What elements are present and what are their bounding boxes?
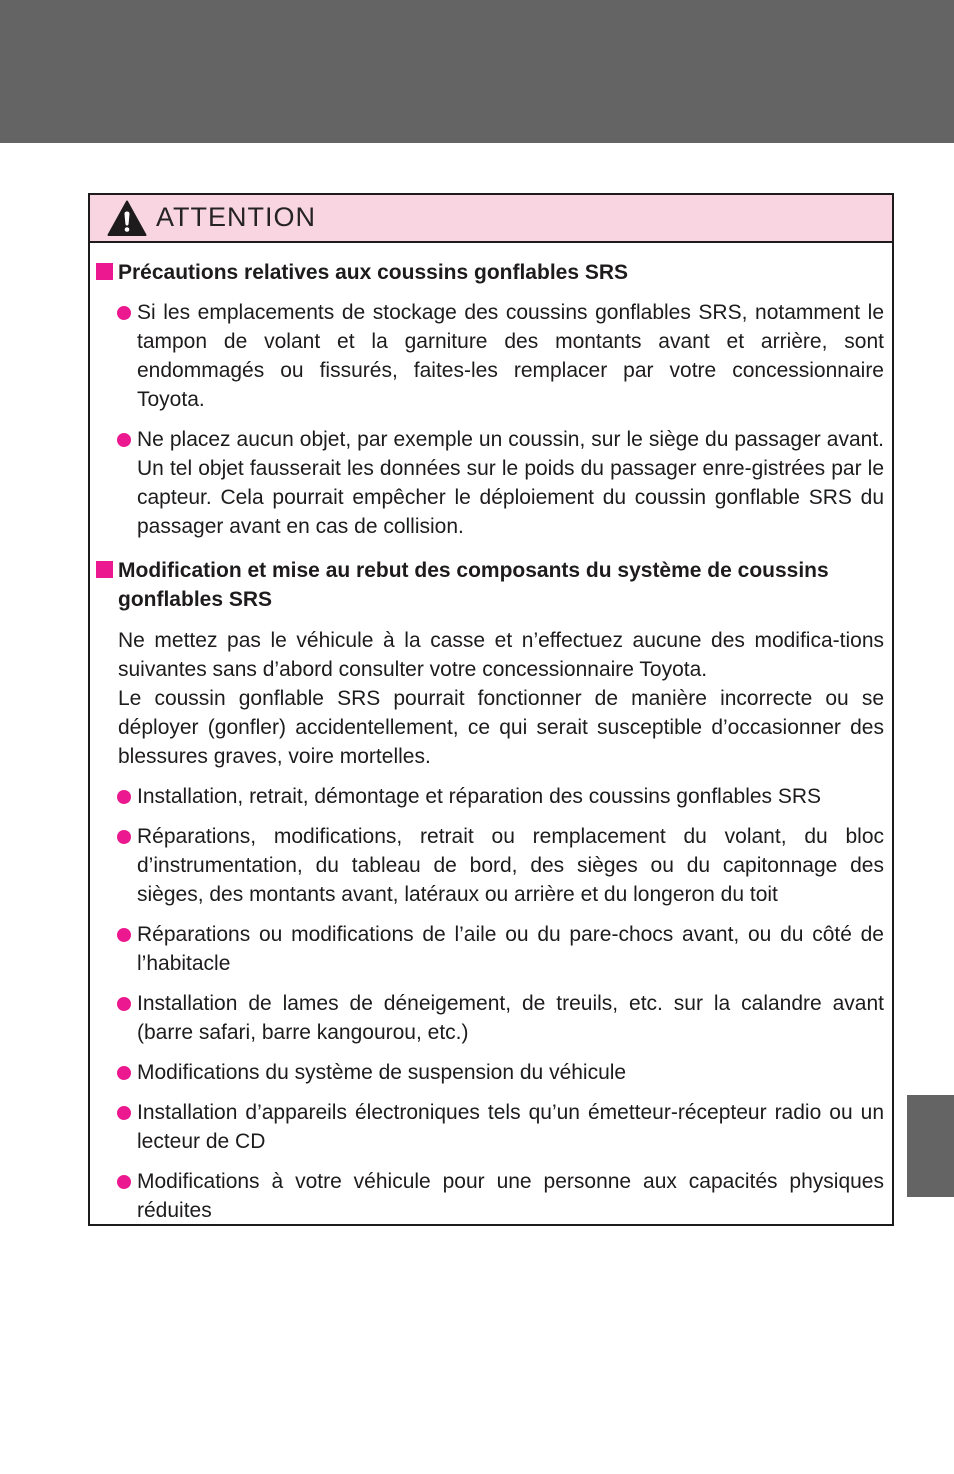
- circle-bullet-icon: [117, 306, 131, 320]
- warning-triangle-icon: [107, 200, 147, 237]
- circle-bullet-icon: [117, 830, 131, 844]
- attention-content: [90, 258, 892, 1225]
- bullet-item: [117, 822, 884, 909]
- circle-bullet-icon: [117, 1066, 131, 1080]
- attention-box: [88, 193, 894, 1226]
- bullet-text: Ne placez aucun objet, par exemple un coussin, sur le siège du passager avant. Un tel objet fausserait les données sur le poids du passager enre-gistrées par le capteur. Cela pourrait empêcher le déploiement du coussin gonflable SRS du passager avant en cas de collision.: [137, 428, 884, 538]
- bullet-text: Installation, retrait, démontage et réparation des coussins gonflables SRS: [137, 785, 822, 808]
- paragraph: Ne mettez pas le véhicule à la casse et n’effectuez aucune des modifica-tions suivantes sans d’abord consulter votre concessionnaire Toyota.: [118, 629, 884, 681]
- circle-bullet-icon: [117, 1175, 131, 1189]
- bullet-item: [117, 1098, 884, 1156]
- bullet-text: Modifications du système de suspension du véhicule: [137, 1061, 627, 1084]
- bullet-item: [117, 782, 884, 811]
- attention-header: [90, 195, 892, 243]
- bullet-text: Modifications à votre véhicule pour une personne aux capacités physiques réduites: [137, 1170, 884, 1222]
- square-bullet-icon: [96, 561, 113, 578]
- bullet-text: Installation d’appareils électroniques tels qu’un émetteur-récepteur radio ou un lecteur de CD: [137, 1101, 884, 1153]
- top-banner: [0, 0, 954, 143]
- circle-bullet-icon: [117, 1106, 131, 1120]
- section-heading-text: Précautions relatives aux coussins gonflables SRS: [118, 261, 629, 284]
- paragraph: Le coussin gonflable SRS pourrait fonctionner de manière incorrecte ou se déployer (gonfler) accidentellement, ce qui serait susceptible d’occasionner des blessures graves, voire mortelles.: [118, 687, 884, 768]
- bullet-text: Installation de lames de déneigement, de treuils, etc. sur la calandre avant (barre safari, barre kangourou, etc.): [137, 992, 884, 1044]
- circle-bullet-icon: [117, 997, 131, 1011]
- bullet-item: [117, 298, 884, 414]
- bullet-item: [117, 1167, 884, 1225]
- bullet-text: Si les emplacements de stockage des coussins gonflables SRS, notamment le tampon de volant et la garniture des montants avant et arrière, sont endommagés ou fissurés, faites-les remplacer par votre concessionnaire Toyota.: [137, 301, 884, 411]
- bullet-text: Réparations ou modifications de l’aile ou du pare-chocs avant, ou du côté de l’habitacle: [137, 923, 884, 975]
- bullet-item: [117, 989, 884, 1047]
- section-heading-precautions: [96, 258, 884, 287]
- circle-bullet-icon: [117, 928, 131, 942]
- bullet-item: [117, 1058, 884, 1087]
- section-heading-text: Modification et mise au rebut des composants du système de coussins gonflables SRS: [118, 559, 829, 611]
- circle-bullet-icon: [117, 790, 131, 804]
- attention-title: ATTENTION: [156, 201, 316, 232]
- section-heading-modification: [96, 556, 884, 614]
- bullet-item: [117, 425, 884, 541]
- circle-bullet-icon: [117, 433, 131, 447]
- bullet-item: [117, 920, 884, 978]
- bullet-text: Réparations, modifications, retrait ou remplacement du volant, du bloc d’instrumentation, du tableau de bord, des sièges ou du capitonnage des sièges, des montants avant, latéraux ou arrière et du longeron du toit: [137, 825, 884, 906]
- page-edge-tab: [907, 1095, 954, 1197]
- square-bullet-icon: [96, 263, 113, 280]
